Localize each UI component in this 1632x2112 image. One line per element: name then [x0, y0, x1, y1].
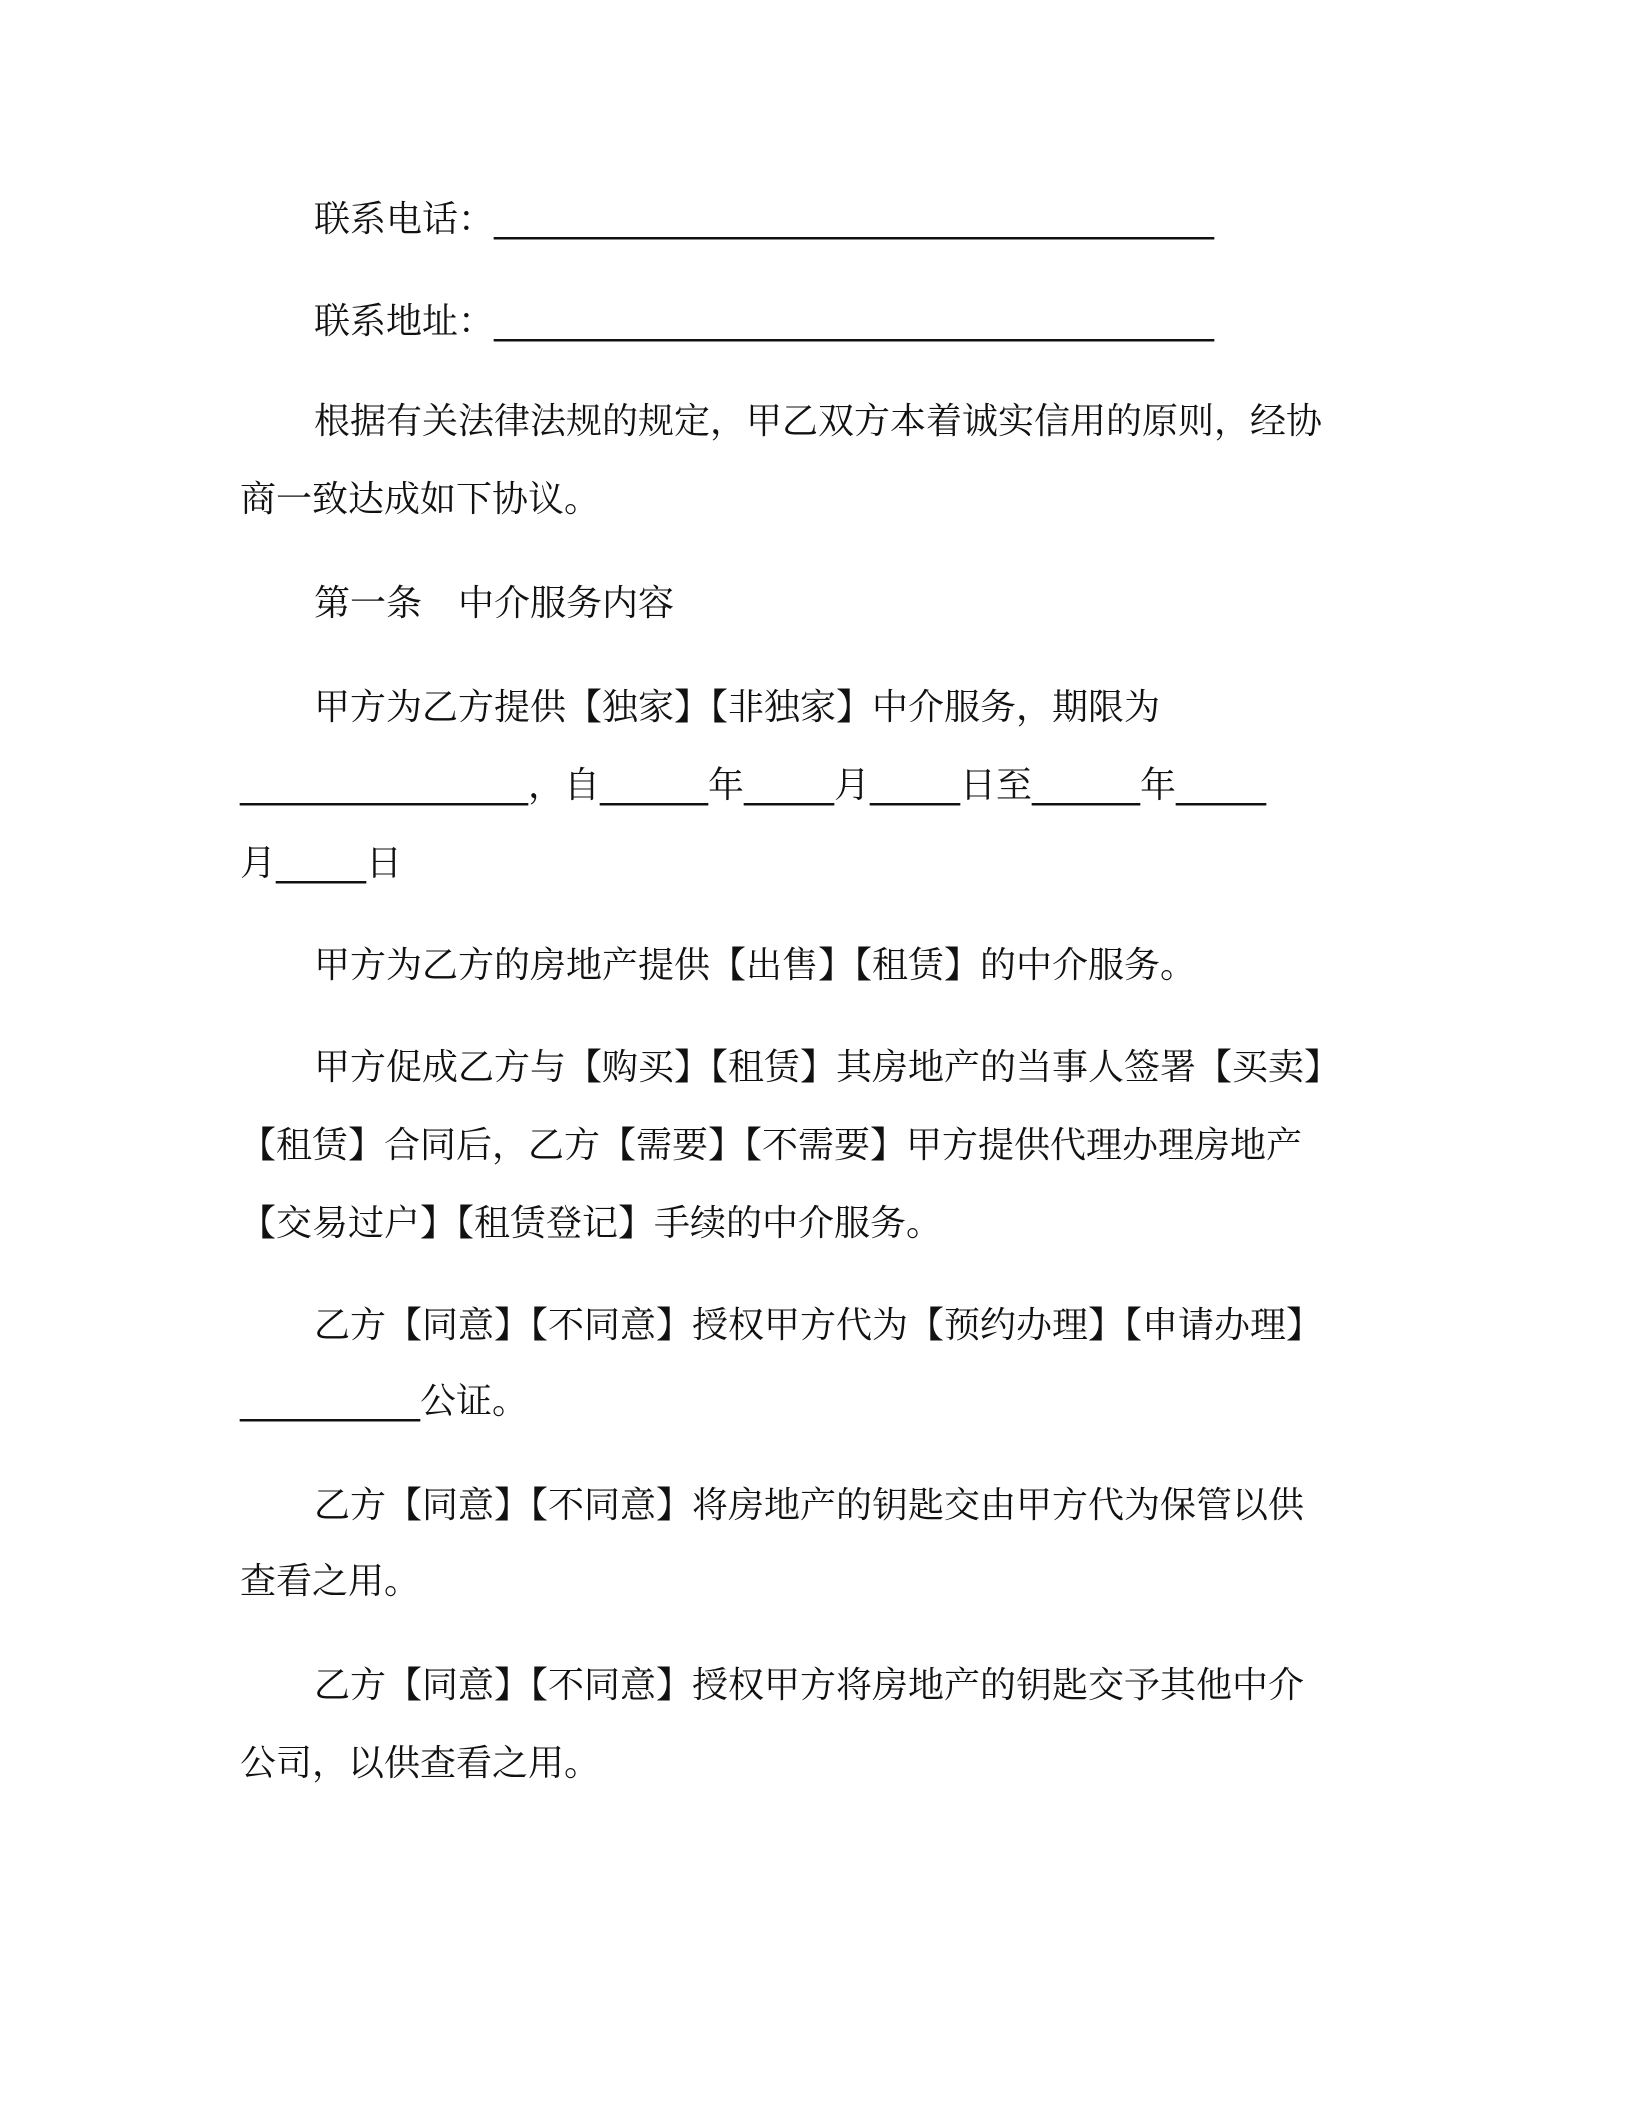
- clause-2-line-1: 甲方为乙方的房地产提供【出售】【租赁】的中介服务。: [314, 945, 1197, 986]
- clause-6-line-1: 乙方【同意】【不同意】授权甲方将房地产的钥匙交予其他中介: [314, 1665, 1305, 1706]
- contact-phone-line: 联系电话：________________________________________: [314, 199, 1215, 240]
- clause-4-line-1: 乙方【同意】【不同意】授权甲方代为【预约办理】【申请办理】: [314, 1305, 1323, 1346]
- clause-3-line-3: 【交易过户】【租赁登记】手续的中介服务。: [240, 1203, 943, 1244]
- clause-1-line-1: 甲方为乙方提供【独家】【非独家】中介服务，期限为: [314, 687, 1161, 728]
- clause-4-line-2: __________公证。: [240, 1381, 529, 1422]
- clause-3-line-1: 甲方促成乙方与【购买】【租赁】其房地产的当事人签署【买卖】: [314, 1047, 1341, 1088]
- clause-1-line-3: 月_____日: [240, 843, 403, 884]
- clause-3-line-2: 【租赁】合同后，乙方【需要】【不需要】甲方提供代理办理房地产: [240, 1125, 1303, 1166]
- article-1-heading: 第一条 中介服务内容: [314, 583, 675, 624]
- intro-paragraph-line-2: 商一致达成如下协议。: [240, 479, 601, 520]
- clause-5-line-1: 乙方【同意】【不同意】将房地产的钥匙交由甲方代为保管以供: [314, 1485, 1305, 1526]
- clause-5-line-2: 查看之用。: [240, 1561, 421, 1602]
- contact-address-line: 联系地址：________________________________________: [314, 301, 1215, 342]
- intro-paragraph-line-1: 根据有关法律法规的规定，甲乙双方本着诚实信用的原则，经协: [314, 401, 1323, 442]
- clause-1-line-2: ________________，自______年_____月_____日至______年_____: [240, 765, 1266, 806]
- clause-6-line-2: 公司，以供查看之用。: [240, 1743, 601, 1784]
